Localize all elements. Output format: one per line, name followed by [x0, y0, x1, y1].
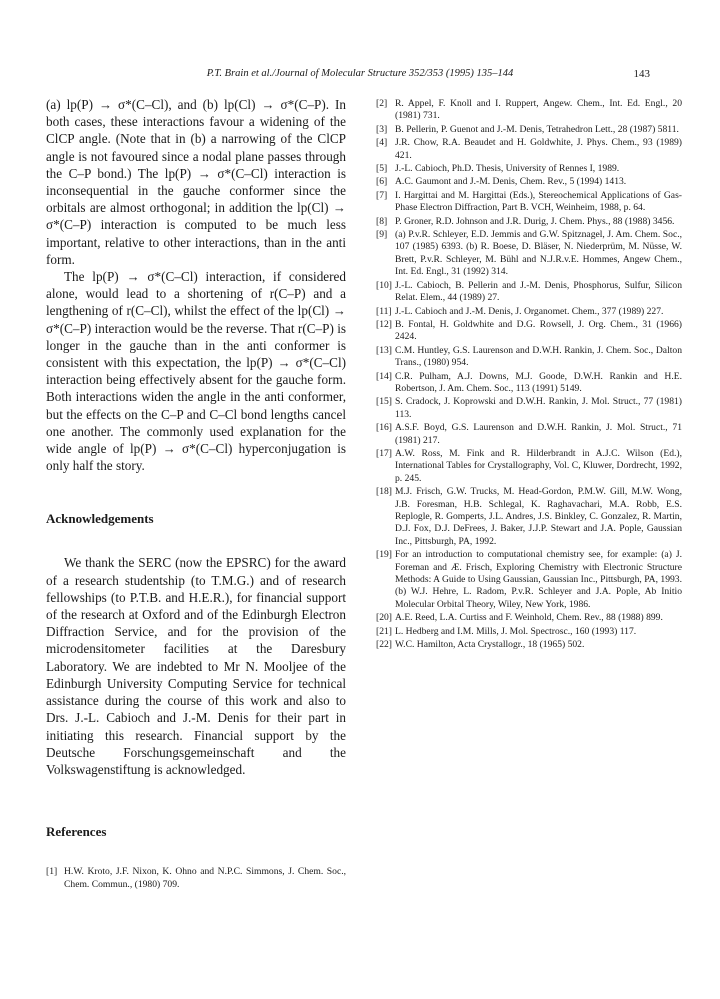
reference-number: [12] — [376, 318, 392, 330]
reference-text: J.R. Chow, R.A. Beaudet and H. Goldwhite, J. Phys. Chem., 93 (1989) 421. — [395, 137, 682, 161]
reference-number: [3] — [376, 123, 388, 135]
reference-item — [376, 229, 682, 279]
reference-number: [15] — [376, 396, 392, 408]
body-paragraph: (a) lp(P) → σ*(C–Cl), and (b) lp(Cl) → σ*(C–P). In both cases, these interactions favour a widening of the ClCP angle. (Note that in (b) a narrowing of the ClCP angle is not favoured since a nodal plane passes through the C–P bond.) The lp(P) → σ*(C–Cl) interaction is inconsequential in the gauche conformer since the orbitals are almost orthogonal; in addition the lp(Cl) → σ*(C–P) interaction is computed to be much less important, relative to other interactions, than in the anti form. — [46, 97, 346, 267]
reference-text: P. Groner, R.D. Johnson and J.R. Durig, J. Chem. Phys., 88 (1988) 3456. — [395, 215, 675, 227]
reference-item — [376, 280, 682, 305]
reference-item — [376, 639, 682, 651]
reference-number: [11] — [376, 305, 392, 317]
reference-item — [376, 306, 682, 318]
reference-text: S. Cradock, J. Koprowski and D.W.H. Rankin, J. Mol. Struct., 77 (1981) 113. — [395, 396, 682, 420]
reference-number: [17] — [376, 447, 392, 459]
reference-text: A.S.F. Boyd, G.S. Laurenson and D.W.H. Rankin, J. Mol. Struct., 71 (1981) 217. — [395, 422, 682, 446]
reference-number: [14] — [376, 370, 392, 382]
reference-item — [376, 98, 682, 123]
reference-number: [21] — [376, 625, 392, 637]
reference-text: J.-L. Cabioch, Ph.D. Thesis, University of Rennes I, 1989. — [395, 163, 620, 175]
references-heading: References — [46, 824, 107, 840]
reference-text: A.E. Reed, L.A. Curtiss and F. Weinhold, Chem. Rev., 88 (1988) 899. — [395, 612, 663, 624]
acknowledgements-text: We thank the SERC (now the EPSRC) for the award of a research studentship (to T.M.G.) and of research fellowships (to P.T.B. and H.E.R.), for financial support of the research at Oxford and of the Edinburgh Electron Diffraction Service, and for the provision of the microdensitometer facilities at the Daresbury Laboratory. We are indebted to Mr N. Mooljee of the Edinburgh University Computing Service for technical assistance during the course of this work and also to Drs. J.-L. Cabioch and J.-M. Denis for their part in initiating this research. Financial support by the Deutsche Forschungsgemeinschaft and the Volkswagenstiftung is acknowledged. — [46, 555, 346, 777]
reference-item — [376, 190, 682, 215]
reference-number: [8] — [376, 215, 388, 227]
reference-item — [376, 612, 682, 624]
reference-number: [6] — [376, 176, 388, 188]
reference-text: For an introduction to computational chemistry see, for example: (a) J. Foreman and Æ. Frisch, Exploring Chemistry with Electronic Structure Methods: A Guide to Using Gaussian, Gaussian Inc., Pittsburgh, PA, 1993. (b) W.J. Hehre, L. Radom, P.v.R. Schleyer and J.A. Pople, Ab Initio Molecular Orbital Theory, Wiley, New York, 1986. — [395, 549, 682, 610]
acknowledgements-heading: Acknowledgements — [46, 511, 154, 527]
reference-text: J.-L. Cabioch, B. Pellerin and J.-M. Denis, Phosphorus, Sulfur, Silicon Relat. Elem., 44 (1989) 27. — [395, 279, 682, 304]
reference-item — [376, 319, 682, 344]
reference-text: I. Hargittai and M. Hargittai (Eds.), Stereochemical Applications of Gas-Phase Electron Diffraction, Part B. VCH, Weinheim, 1988, p. 64. — [395, 189, 682, 214]
reference-number: [18] — [376, 486, 392, 498]
reference-item — [376, 124, 682, 136]
reference-text: L. Hedberg and I.M. Mills, J. Mol. Spectrosc., 160 (1993) 117. — [395, 625, 637, 637]
reference-text: B. Pellerin, P. Guenot and J.-M. Denis, Tetrahedron Lett., 28 (1987) 5811. — [395, 123, 679, 135]
reference-item — [376, 216, 682, 228]
reference-text: B. Fontal, H. Goldwhite and D.G. Rowsell, J. Org. Chem., 31 (1966) 2424. — [395, 318, 682, 343]
reference-item — [376, 626, 682, 638]
reference-item — [376, 422, 682, 447]
reference-item — [376, 396, 682, 421]
reference-text: C.R. Pulham, A.J. Downs, M.J. Goode, D.W.H. Rankin and H.E. Robertson, J. Am. Chem. Soc., 113 (1991) 5149. — [395, 370, 682, 394]
reference-number: [10] — [376, 279, 392, 291]
body-paragraph: The lp(P) → σ*(C–Cl) interaction, if considered alone, would lead to a shortening of r(C–P) and a lengthening of r(C–Cl), whilst the effect of the lp(Cl) → σ*(C–P) interaction would be the reverse. That r(C–P) is longer in the gauche than in the anti conformer is consistent with this expectation, the lp(P) → σ*(C–Cl) interaction being effectively absent for the gauche form. Both interactions widen the angle in the anti conformer, but the effects on the C–P and C–Cl bond lengths cancel one another. The commonly used explanation for the wide angle of lp(P) → σ*(C–Cl) hyperconjugation is only half the story. — [46, 269, 346, 474]
reference-number: [22] — [376, 639, 392, 651]
reference-number: [9] — [376, 229, 388, 241]
reference-number: [1] — [46, 866, 58, 878]
reference-text: R. Appel, F. Knoll and I. Ruppert, Angew. Chem., Int. Ed. Engl., 20 (1981) 731. — [395, 98, 682, 122]
page-number: 143 — [633, 68, 650, 80]
reference-text: A.C. Gaumont and J.-M. Denis, Chem. Rev., 5 (1994) 1413. — [395, 176, 627, 188]
reference-item — [376, 549, 682, 611]
reference-item — [376, 163, 682, 175]
reference-list-left — [46, 866, 346, 891]
reference-item — [376, 176, 682, 188]
reference-item — [376, 371, 682, 396]
reference-item — [46, 866, 346, 891]
reference-text: (a) P.v.R. Schleyer, E.D. Jemmis and G.W. Spitznagel, J. Am. Chem. Soc., 107 (1985) 6393. (b) R. Boese, D. Bläser, N. Niederprüm, M. Nüsse, W. Brett, P.v.R. Schleyer, M. Bühl and N.J.R.v.E. Hommes, Angew Chem., Int. Ed. Engl., 31 (1992) 314. — [395, 229, 682, 278]
reference-item — [376, 448, 682, 485]
reference-item — [376, 345, 682, 370]
reference-text: C.M. Huntley, G.S. Laurenson and D.W.H. Rankin, J. Chem. Soc., Dalton Trans., (1980) 954. — [395, 344, 682, 369]
reference-text: H.W. Kroto, J.F. Nixon, K. Ohno and N.P.C. Simmons, J. Chem. Soc., Chem. Commun., (1980) 709. — [64, 866, 346, 890]
reference-number: [19] — [376, 549, 392, 561]
reference-number: [13] — [376, 344, 392, 356]
reference-list-right — [376, 98, 682, 651]
right-column — [376, 98, 682, 652]
reference-number: [16] — [376, 422, 392, 434]
reference-number: [5] — [376, 163, 388, 175]
left-column — [46, 96, 346, 892]
running-head: P.T. Brain et al./Journal of Molecular Structure 352/353 (1995) 135–144 — [206, 68, 514, 79]
reference-text: A.W. Ross, M. Fink and R. Hilderbrandt in A.J.C. Wilson (Ed.), International Tables for Crystallography, Vol. C, Kluwer, Dordrecht, 1992, p. 245. — [395, 447, 682, 484]
reference-text: J.-L. Cabioch and J.-M. Denis, J. Organomet. Chem., 377 (1989) 227. — [395, 305, 664, 317]
reference-number: [7] — [376, 189, 388, 201]
reference-number: [4] — [376, 137, 388, 149]
reference-item — [376, 486, 682, 548]
reference-text: M.J. Frisch, G.W. Trucks, M. Head-Gordon, P.M.W. Gill, M.W. Wong, J.B. Foresman, H.B. Schlegal, K. Raghavachari, M.A. Robb, E.S. Replogle, R. Gomperts, J.L. Andres, J.S. Binkley, C. Gonzalez, R. Martin, D.J. Fox, D.J. DeFrees, J. Baker, J.J.P. Stewart and J.A. Pople, Gaussian Inc., Pittsburgh, PA, 1992. — [395, 486, 682, 547]
reference-item — [376, 137, 682, 162]
reference-number: [2] — [376, 98, 388, 109]
reference-number: [20] — [376, 612, 392, 624]
reference-text: W.C. Hamilton, Acta Crystallogr., 18 (1965) 502. — [395, 639, 585, 651]
